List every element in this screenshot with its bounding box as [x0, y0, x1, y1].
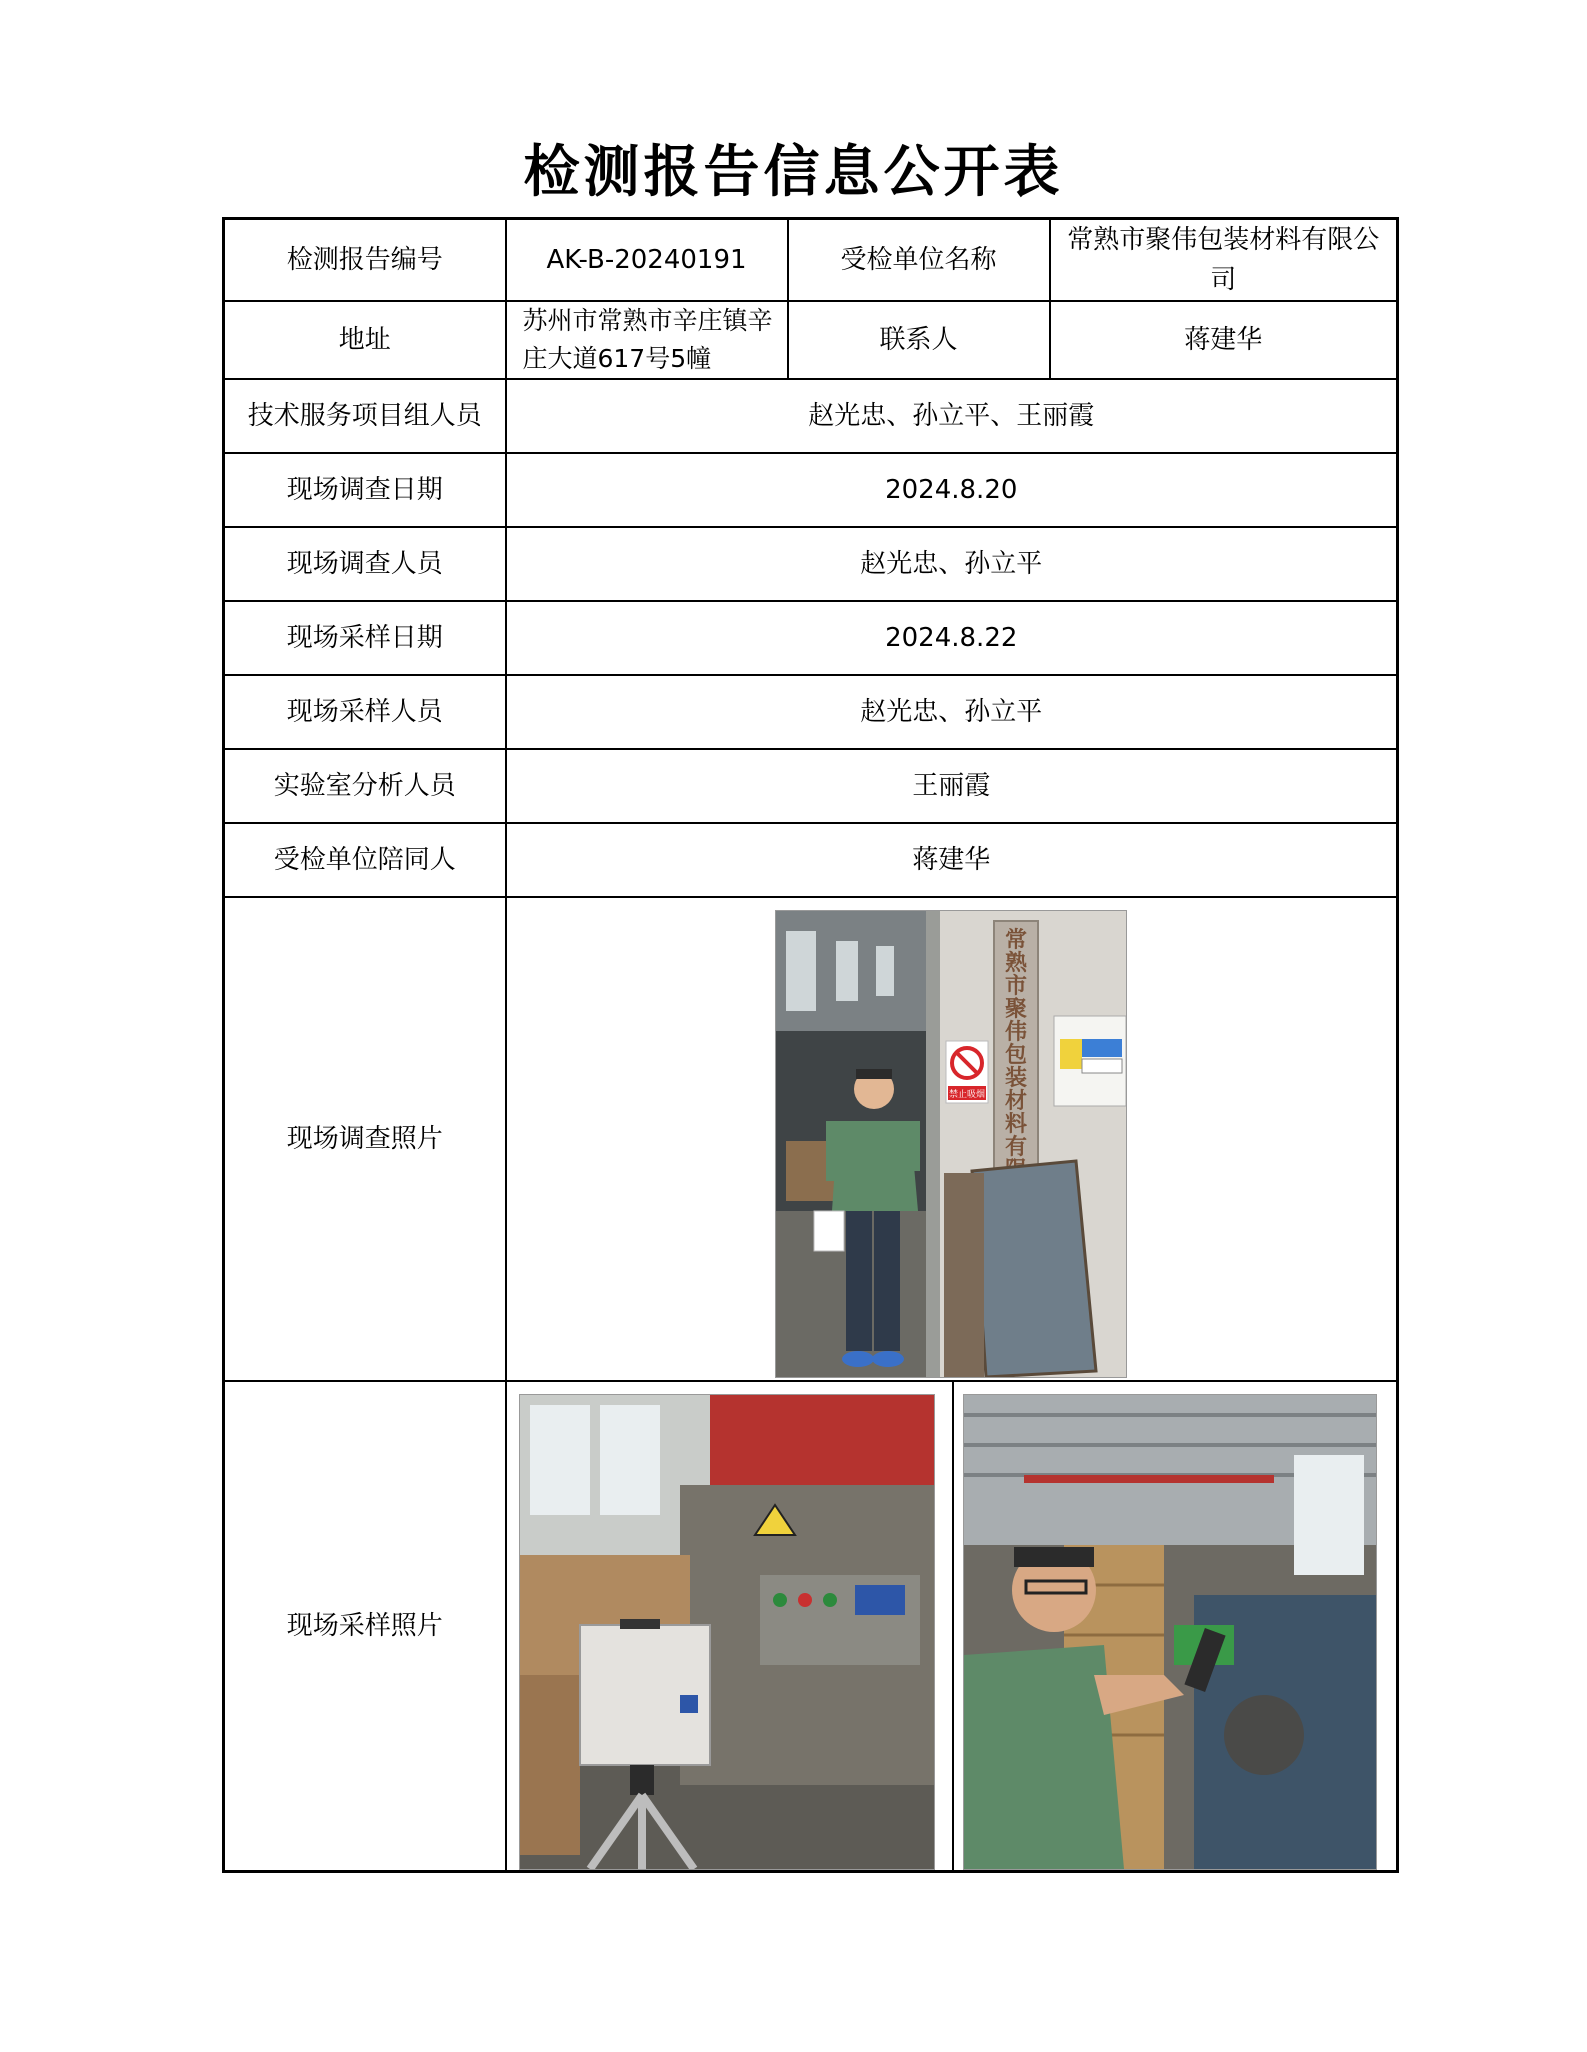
- sign-character: 材: [1004, 1088, 1027, 1114]
- report-no-value: AK-B-20240191: [506, 219, 788, 302]
- lab-staff-label: 实验室分析人员: [224, 749, 506, 823]
- survey-date-value: 2024.8.20: [506, 453, 1398, 527]
- sign-character: 装: [1004, 1065, 1027, 1091]
- sampling-photo-cell: [506, 1381, 1398, 1872]
- address-label: 地址: [224, 301, 506, 379]
- sign-character: 市: [1004, 973, 1027, 999]
- survey-staff-value: 赵光忠、孙立平: [506, 527, 1398, 601]
- survey-photo-image: [776, 911, 1126, 1377]
- sign-character: 有: [1004, 1134, 1027, 1160]
- report-no-label: 检测报告编号: [224, 219, 506, 302]
- row-survey-staff: [224, 527, 1398, 601]
- survey-staff-label: 现场调查人员: [224, 527, 506, 601]
- sign-character: 伟: [1004, 1019, 1027, 1045]
- sign-character: 料: [1004, 1111, 1027, 1137]
- team-value: 赵光忠、孙立平、王丽霞: [506, 379, 1398, 453]
- row-escort: [224, 823, 1398, 897]
- row-lab-staff: [224, 749, 1398, 823]
- sampling-photo-right-image: [964, 1395, 1376, 1869]
- sampling-staff-value: 赵光忠、孙立平: [506, 675, 1398, 749]
- unit-name-value: 常熟市聚伟包装材料有限公司: [1050, 219, 1398, 302]
- sign-character: 常: [1004, 927, 1027, 953]
- sampling-photo-label: 现场采样照片: [224, 1381, 506, 1872]
- survey-photo-label: 现场调查照片: [224, 897, 506, 1381]
- survey-photo: [775, 910, 1127, 1378]
- escort-label: 受检单位陪同人: [224, 823, 506, 897]
- sampling-photo-right: [963, 1394, 1377, 1870]
- info-table: [222, 217, 1399, 1873]
- contact-label: 联系人: [788, 301, 1050, 379]
- no-smoking-text: 禁止吸烟: [948, 1090, 985, 1100]
- team-label: 技术服务项目组人员: [224, 379, 506, 453]
- row-survey-date: [224, 453, 1398, 527]
- row-team: [224, 379, 1398, 453]
- unit-name-label: 受检单位名称: [788, 219, 1050, 302]
- row-sampling-date: [224, 601, 1398, 675]
- sign-character: 熟: [1004, 950, 1027, 976]
- row-report-no: [224, 219, 1398, 302]
- survey-photo-cell: [506, 897, 1398, 1381]
- sign-character: 包: [1004, 1042, 1027, 1068]
- contact-value: 蒋建华: [1050, 301, 1398, 379]
- page-title: 检测报告信息公开表: [523, 140, 1064, 205]
- survey-date-label: 现场调查日期: [224, 453, 506, 527]
- sampling-date-label: 现场采样日期: [224, 601, 506, 675]
- row-survey-photo: [224, 897, 1398, 1381]
- photo-divider: [952, 1382, 954, 1870]
- sampling-photo-left-image: [520, 1395, 934, 1869]
- row-sampling-staff: [224, 675, 1398, 749]
- row-address: [224, 301, 1398, 379]
- sampling-photo-left: [519, 1394, 935, 1870]
- address-value: 苏州市常熟市辛庄镇辛庄大道617号5幢: [506, 301, 788, 379]
- sampling-staff-label: 现场采样人员: [224, 675, 506, 749]
- escort-value: 蒋建华: [506, 823, 1398, 897]
- row-sampling-photo: [224, 1381, 1398, 1872]
- sampling-date-value: 2024.8.22: [506, 601, 1398, 675]
- lab-staff-value: 王丽霞: [506, 749, 1398, 823]
- sign-character: 聚: [1004, 996, 1027, 1022]
